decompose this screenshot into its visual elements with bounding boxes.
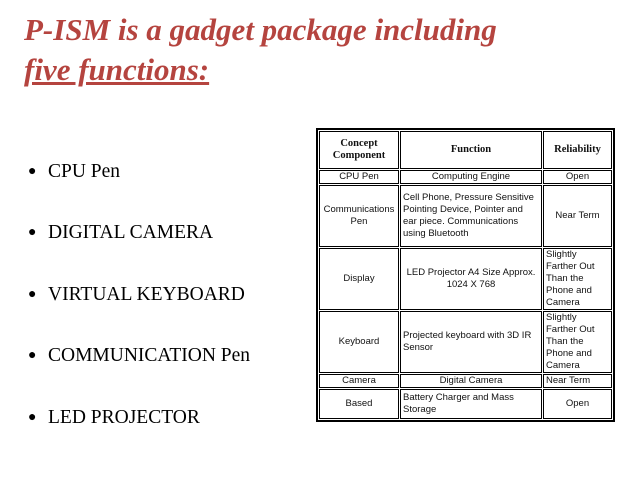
table-row [319, 311, 612, 373]
cell-reliability: Open [543, 389, 612, 419]
bullet-item [28, 264, 250, 326]
bullet-text: LED PROJECTOR [48, 406, 200, 428]
table-header-row [319, 131, 612, 169]
bullet-dot-icon: ● [28, 348, 37, 364]
cell-function: Projected keyboard with 3D IR Sensor [400, 311, 542, 373]
bullet-text: VIRTUAL KEYBOARD [48, 283, 245, 305]
header-function: Function [400, 131, 542, 169]
bullet-item [28, 326, 250, 388]
cell-function: LED Projector A4 Size Approx. 1024 X 768 [400, 248, 542, 310]
bullet-item [28, 203, 250, 265]
cell-function: Digital Camera [400, 374, 542, 388]
header-concept-component: Concept Component [319, 131, 399, 169]
table-row [319, 185, 612, 247]
cell-component: Based [319, 389, 399, 419]
bullet-text: CPU Pen [48, 160, 121, 182]
slide-title [24, 10, 614, 90]
bullet-text: DIGITAL CAMERA [48, 222, 214, 244]
bullet-dot-icon: ● [28, 163, 37, 179]
title-line-2: five functions: [24, 52, 210, 87]
bullet-dot-icon: ● [28, 286, 37, 302]
cell-reliability: Slightly Farther Out Than the Phone and Camera [543, 311, 612, 373]
table-row [319, 389, 612, 419]
cell-component: CPU Pen [319, 170, 399, 184]
table-row [319, 248, 612, 310]
function-bullet-list [28, 141, 250, 449]
cell-reliability: Slightly Farther Out Than the Phone and Camera [543, 248, 612, 310]
cell-reliability: Near Term [543, 374, 612, 388]
cell-function: Cell Phone, Pressure Sensitive Pointing Device, Pointer and ear piece. Communications using Bluetooth [400, 185, 542, 247]
cell-reliability: Near Term [543, 185, 612, 247]
header-reliability: Reliability [543, 131, 612, 169]
bullet-item [28, 141, 250, 203]
bullet-dot-icon: ● [28, 225, 37, 241]
table-row [319, 170, 612, 184]
cell-component: Display [319, 248, 399, 310]
cell-function: Computing Engine [400, 170, 542, 184]
bullet-dot-icon: ● [28, 409, 37, 425]
cell-component: Communications Pen [319, 185, 399, 247]
cell-component: Keyboard [319, 311, 399, 373]
title-line-1: P-ISM is a gadget package including [24, 12, 497, 47]
cell-component: Camera [319, 374, 399, 388]
table-row [319, 374, 612, 388]
component-table [316, 128, 615, 422]
bullet-text: COMMUNICATION Pen [48, 345, 251, 367]
cell-function: Battery Charger and Mass Storage [400, 389, 542, 419]
cell-reliability: Open [543, 170, 612, 184]
bullet-item [28, 387, 250, 449]
